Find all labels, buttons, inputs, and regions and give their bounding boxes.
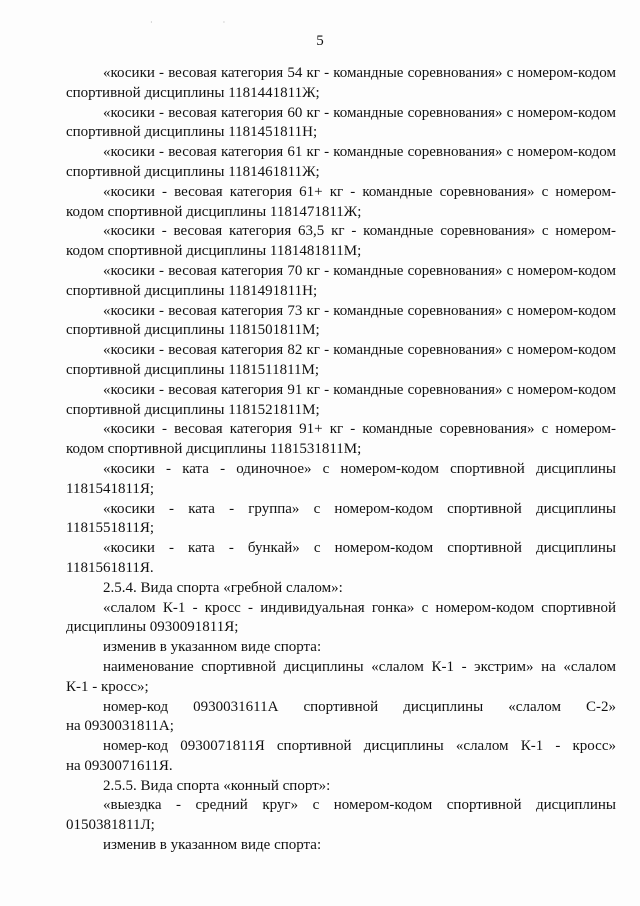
text-line: спортивной дисциплины 1181521811М; [66,401,320,418]
text-line: номер-код 0930031611А спортивной дисциплины «слалом С-2» [103,698,616,715]
text-line: «косики - ката - одиночное» с номером-кодом спортивной дисциплины [103,460,616,477]
text-line: дисциплины 0930091811Я; [66,619,239,636]
text-line: на 0930071611Я. [66,757,173,774]
scan-artifact-marks: · · [150,18,260,27]
text-line: 0150381811Л; [66,817,155,834]
text-line: «косики - весовая категория 61 кг - командные соревнования» с номером-кодом [103,144,616,161]
text-line: «косики - ката - группа» с номером-кодом спортивной дисциплины [103,500,616,517]
text-line: на 0930031811А; [66,718,174,735]
text-line: 1181541811Я; [66,480,155,497]
page-number: 5 [316,33,324,49]
text-line: «слалом К-1 - кросс - индивидуальная гонка» с номером-кодом спортивной [103,599,616,616]
text-line: кодом спортивной дисциплины 1181471811Ж; [66,203,362,220]
text-line: спортивной дисциплины 1181451811Н; [66,124,318,141]
text-line: 1181561811Я. [66,559,154,576]
text-line: изменив в указанном виде спорта: [103,837,322,854]
text-line: спортивной дисциплины 1181491811Н; [66,282,318,299]
text-line: кодом спортивной дисциплины 1181531811М; [66,441,362,458]
text-line: «косики - весовая категория 54 кг - командные соревнования» с номером-кодом [103,65,616,81]
text-line: номер-код 0930071811Я спортивной дисциплины «слалом К-1 - кросс» [103,738,616,755]
text-line: изменив в указанном виде спорта: [103,639,322,656]
text-line: спортивной дисциплины 1181501811М; [66,322,320,339]
text-line: наименование спортивной дисциплины «слалом К-1 - экстрим» на «слалом [103,658,616,675]
text-line: «косики - весовая категория 91 кг - командные соревнования» с номером-кодом [103,381,616,398]
text-line: «косики - весовая категория 73 кг - командные соревнования» с номером-кодом [103,302,616,319]
text-line: «косики - весовая категория 70 кг - командные соревнования» с номером-кодом [103,262,616,279]
text-line: К-1 - кросс»; [66,678,149,695]
text-line: 2.5.5. Вида спорта «конный спорт»: [103,777,331,794]
text-line: «косики - весовая категория 61+ кг - командные соревнования» с номером- [103,183,616,200]
text-line: спортивной дисциплины 1181511811М; [66,361,320,378]
text-line: 1181551811Я; [66,520,155,537]
text-line: спортивной дисциплины 1181441811Ж; [66,84,320,101]
text-line: «косики - весовая категория 82 кг - командные соревнования» с номером-кодом [103,342,616,359]
text-line: «косики - весовая категория 60 кг - командные соревнования» с номером-кодом [103,104,616,121]
text-line: «косики - весовая категория 63,5 кг - командные соревнования» с номером- [103,223,616,240]
text-line: спортивной дисциплины 1181461811Ж; [66,163,320,180]
text-line: «выездка - средний круг» с номером-кодом спортивной дисциплины [103,797,616,814]
document-body [66,64,616,856]
text-line: 2.5.4. Вида спорта «гребной слалом»: [103,579,343,596]
text-line: кодом спортивной дисциплины 1181481811М; [66,243,362,260]
text-line: «косики - весовая категория 91+ кг - командные соревнования» с номером- [103,421,616,438]
text-line: «косики - ката - бункай» с номером-кодом спортивной дисциплины [103,540,616,557]
